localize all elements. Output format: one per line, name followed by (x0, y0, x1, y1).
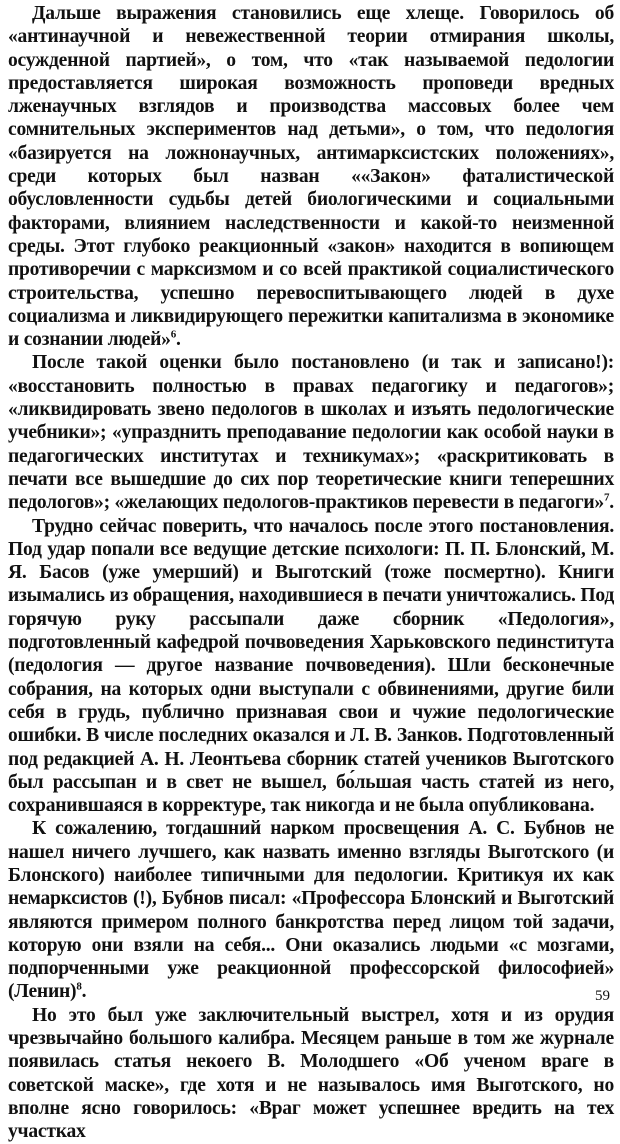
paragraph (8, 515, 614, 818)
paragraph-text: Но это был уже заключительный выстрел, хотя и из орудия чрезвычайно большого калибра. Месяцем раньше в том же журнале появилась статья некоего В. Молодшего «Об ученом враге в советской маске», где хотя и не называлось имя Выготского, но вполне ясно говорилось: «Враг может успешнее вредить на тех участках (8, 1004, 614, 1143)
paragraph (8, 2, 614, 351)
paragraph-text: К сожалению, тогдашний нарком просвещения А. С. Бубнов не нашел ничего лучшего, как назвать именно взгляды Выготского (и Блонского) наиболее типичными для педологии. Критикуя их как немарксистов (!), Бубнов писал: «Профессора Блонский и Выготский являются примером полного банкротства перед лицом той задачи, которую они взяли на себя... Они оказались людьми «с мозгами, подпорченными уже реакционной профессорской философией» (Ленин) (8, 818, 614, 1003)
paragraph-text: . (175, 329, 181, 351)
paragraph-text: . (609, 492, 614, 514)
paragraph-text: . (81, 981, 87, 1003)
footnote-ref: 7 (603, 491, 610, 504)
footnote-ref: 8 (76, 980, 82, 993)
paragraph-text: Трудно сейчас поверить, что началось после этого постановления. Под удар попали все ведущие детские психологи: П. П. Блонский, М. Я. Басов (уже умерший) и Выготский (тоже посмертно). Книги изымались из обращения, находившиеся в печати уничтожались. Под горячую руку рассыпали даже сборник «Педология», подготовленный кафедрой почвоведения Харьковского пединститута (педология — другое название почвоведения). Шли бесконечные собрания, на которых одни выступали с обвинениями, другие били себя в грудь, публично признавая свои и чужие педологические ошибки. В числе последних оказался и Л. В. Занков. Подготовленный под редакцией А. Н. Леонтьева сборник статей учеников Выготского был рассыпан и в свет не вышел, бо́льшая часть статей из него, сохранившаяся в корректуре, так никогда и не была опубликована. (8, 515, 614, 817)
paragraph-text: Дальше выражения становились еще хлеще. Говорилось об «антинаучной и невежественной теории отмирания школы, осужденной партией», о том, что «так называемой педологии предоставляется широкая возможность проповеди вредных лженаучных взглядов и производства массовых более чем сомнительных экспериментов над детьми», о том, что педология «базируется на ложнонаучных, антимарксистских положениях», среди которых был назван ««Закон» фаталистической обусловленности судьбы детей биологическими и социальными факторами, влиянием наследственности и какой-то неизменной среды. Этот глубоко реакционный «закон» находится в вопиющем противоречии с марксизмом и со всей практикой социалистического строительства, успешно перевоспитывающего людей в духе социализма и ликвидирующего пережитки капитализма в экономике и сознании людей» (8, 3, 614, 351)
paragraph (8, 1004, 614, 1144)
body-text (8, 2, 614, 1144)
paragraph-text: После такой оценки было постановлено (и так и записано!): «восстановить полностью в правах педагогику и педагогов»; «ликвидировать звено педологов в школах и изъять педологические учебники»; «упразднить преподавание педологии как особой науки в педагогических институтах и техникумах»; «раскритиковать в печати все вышедшие до сих пор теоретические книги теперешних педологов»; «желающих педологов-практиков перевести в педагоги» (8, 352, 614, 514)
paragraph (8, 351, 614, 514)
paragraph (8, 817, 614, 1003)
page-number: 59 (595, 988, 610, 1004)
footnote-ref: 6 (170, 328, 176, 341)
